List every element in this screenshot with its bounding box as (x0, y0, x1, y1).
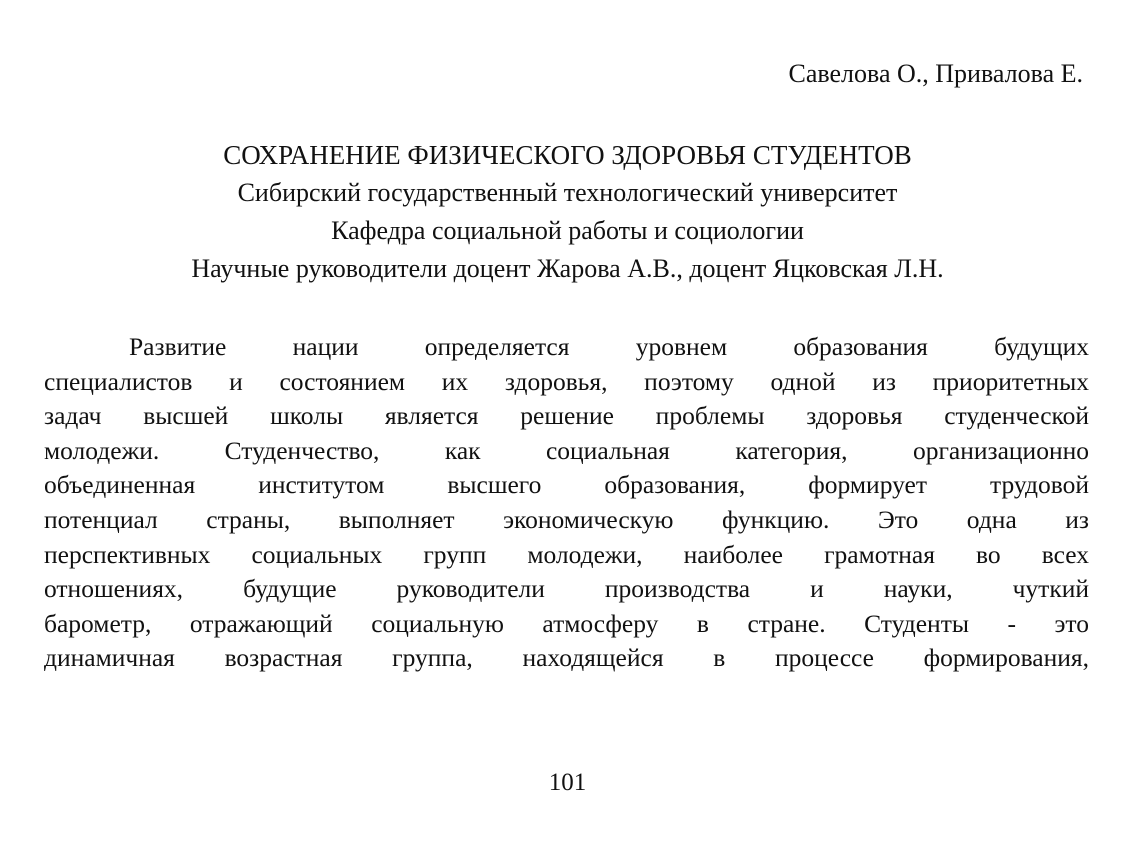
body-line: барометр, отражающий социальную атмосферу в стране. Студенты - это (44, 608, 1089, 638)
body-line: молодежи. Студенчество, как социальная категория, организационно (44, 435, 1089, 465)
article-header (40, 136, 1095, 288)
body-paragraph (44, 330, 1089, 676)
body-line: потенциал страны, выполняет экономическую функцию. Это одна из (44, 504, 1089, 534)
university-name: Сибирский государственный технологический университет (237, 178, 898, 207)
body-line: специалистов и состоянием их здоровья, поэтому одной из приоритетных (44, 366, 1089, 396)
department-name: Кафедра социальной работы и социологии (331, 216, 804, 245)
body-line: перспективных социальных групп молодежи, наиболее грамотная во всех (44, 539, 1089, 569)
body-line: Развитие нации определяется уровнем образования будущих (129, 332, 1089, 361)
body-line: динамичная возрастная группа, находящейся в процессе формирования, (44, 643, 1089, 673)
page-number: 101 (548, 769, 587, 796)
body-line: отношениях, будущие руководители производства и науки, чуткий (44, 574, 1089, 604)
body-line: объединенная институтом высшего образования, формирует трудовой (44, 470, 1089, 500)
article-title: СОХРАНЕНИЕ ФИЗИЧЕСКОГО ЗДОРОВЬЯ СТУДЕНТОВ (223, 140, 912, 170)
authors-line: Савелова О., Привалова Е. (788, 59, 1083, 88)
body-line: задач высшей школы является решение проблемы здоровья студенческой (44, 401, 1089, 431)
supervisors-line: Научные руководители доцент Жарова А.В., доцент Яцковская Л.Н. (191, 254, 944, 283)
